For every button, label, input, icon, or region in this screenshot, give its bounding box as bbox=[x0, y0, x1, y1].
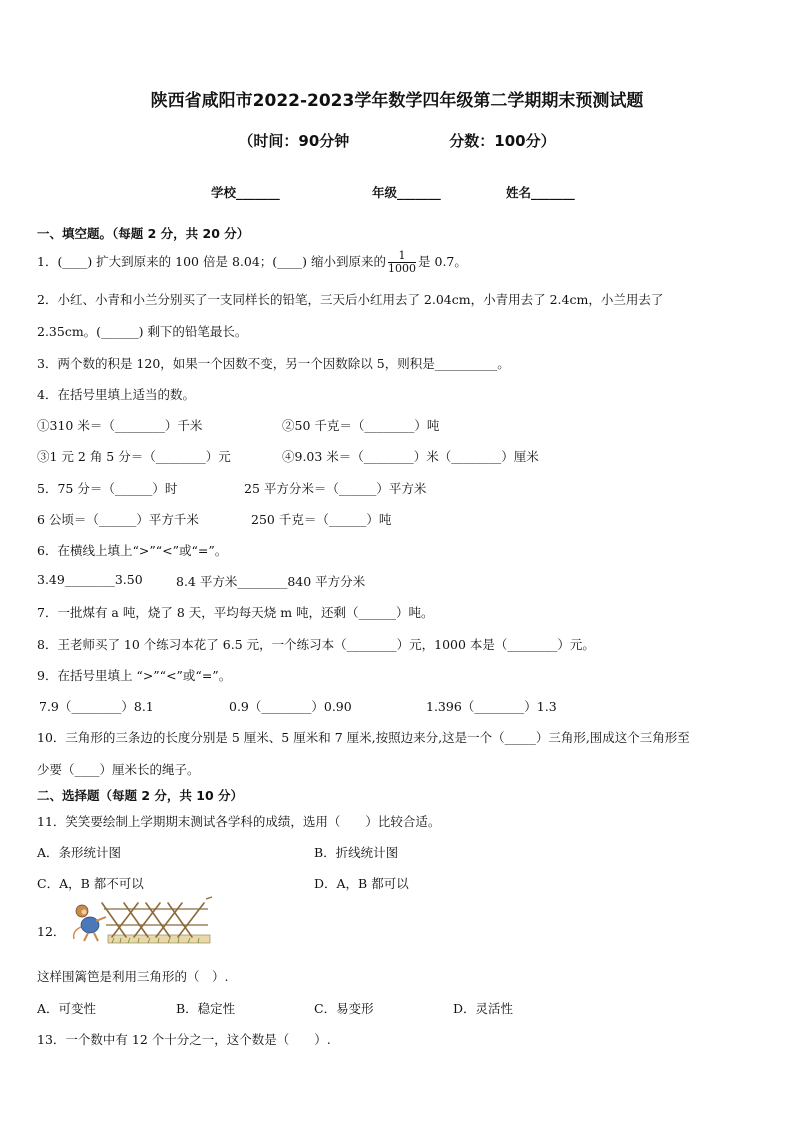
question-4: 4．在括号里填上适当的数。 bbox=[37, 387, 195, 402]
fence-illustration bbox=[68, 895, 213, 951]
option-11-a: A．条形统计图 bbox=[37, 845, 122, 860]
fraction bbox=[388, 250, 416, 275]
page-title: 陕西省咸阳市2022-2023学年数学四年级第二学期期末预测试题 bbox=[150, 91, 644, 111]
fence-sticks bbox=[102, 903, 204, 937]
question-1 bbox=[37, 250, 467, 275]
question-10-line-2: 少要（____）厘米长的绳子。 bbox=[37, 762, 200, 777]
fraction-denominator: 1000 bbox=[388, 262, 417, 275]
question-4-3: ③1 元 2 角 5 分＝（________）元 bbox=[37, 449, 231, 464]
exam-score: 分数：100分） bbox=[449, 132, 556, 150]
question-5-a: 5．75 分＝（______）时 bbox=[37, 481, 178, 496]
question-10-line-1: 10．三角形的三条边的长度分别是 5 厘米、5 厘米和 7 厘米,按照边来分,这是一个（_____）三角形,围成这个三角形至 bbox=[37, 730, 690, 745]
grade-field: 年级_______ bbox=[372, 185, 441, 200]
section1-heading: 一、填空题。（每题 2 分，共 20 分） bbox=[37, 226, 250, 241]
exam-meta bbox=[0, 130, 794, 151]
question-5-d: 250 千克＝（______）吨 bbox=[251, 512, 392, 527]
question-6: 6．在横线上填上“>”“<”或“=”。 bbox=[37, 543, 228, 558]
option-11-c: C．A，B 都不可以 bbox=[37, 876, 144, 891]
section2-heading: 二、选择题（每题 2 分，共 10 分） bbox=[37, 788, 244, 803]
monkey-figure bbox=[74, 905, 106, 941]
option-12-c: C．易变形 bbox=[314, 1001, 374, 1016]
q1-text-b: 是 0.7。 bbox=[418, 254, 467, 269]
question-6-b: 8.4 平方米________840 平方分米 bbox=[176, 574, 366, 589]
question-4-4: ④9.03 米＝（________）米（________）厘米 bbox=[282, 449, 539, 464]
q1-text-a: 1．(____) 扩大到原来的 100 倍是 8.04；(____) 缩小到原来的 bbox=[37, 254, 387, 269]
question-9-b: 0.9（________）0.90 bbox=[229, 699, 352, 714]
name-field: 姓名_______ bbox=[506, 185, 575, 200]
question-9-c: 1.396（________）1.3 bbox=[426, 699, 557, 714]
question-3: 3．两个数的积是 120，如果一个因数不变，另一个因数除以 5，则积是__________。 bbox=[37, 356, 510, 371]
question-9: 9．在括号里填上 “>”“<”或“=”。 bbox=[37, 668, 232, 683]
question-7: 7．一批煤有 a 吨，烧了 8 天，平均每天烧 m 吨，还剩（______）吨。 bbox=[37, 605, 434, 620]
option-12-d: D．灵活性 bbox=[453, 1001, 514, 1016]
question-4-1: ①310 米＝（________）千米 bbox=[37, 418, 203, 433]
question-6-a: 3.49________3.50 bbox=[37, 572, 143, 587]
question-5-c: 6 公顷＝（______）平方千米 bbox=[37, 512, 199, 527]
school-field: 学校_______ bbox=[211, 185, 280, 200]
question-12-number: 12． bbox=[37, 924, 66, 939]
question-12: 这样围篱笆是利用三角形的（ ）. bbox=[37, 969, 229, 984]
question-2-line-1: 2．小红、小青和小兰分别买了一支同样长的铅笔，三天后小红用去了 2.04cm，小青用去了 2.4cm，小兰用去了 bbox=[37, 292, 664, 307]
question-13: 13．一个数中有 12 个十分之一，这个数是（ ）. bbox=[37, 1032, 331, 1047]
exam-time: （时间：90分钟 bbox=[238, 132, 350, 150]
fraction-numerator: 1 bbox=[388, 250, 416, 263]
option-12-b: B．稳定性 bbox=[176, 1001, 236, 1016]
question-2-line-2: 2.35cm。(______) 剩下的铅笔最长。 bbox=[37, 324, 248, 339]
option-12-a: A．可变性 bbox=[37, 1001, 97, 1016]
question-9-a: 7.9（________）8.1 bbox=[39, 699, 154, 714]
question-11: 11．笑笑要绘制上学期期末测试各学科的成绩，选用（ ）比较合适。 bbox=[37, 814, 441, 829]
question-8: 8．王老师买了 10 个练习本花了 6.5 元，一个练习本（________）元，1000 本是（________）元。 bbox=[37, 637, 595, 652]
option-11-d: D．A，B 都可以 bbox=[314, 876, 409, 891]
question-5-b: 25 平方分米＝（______）平方米 bbox=[244, 481, 427, 496]
option-11-b: B．折线统计图 bbox=[314, 845, 399, 860]
question-4-2: ②50 千克＝（________）吨 bbox=[282, 418, 440, 433]
